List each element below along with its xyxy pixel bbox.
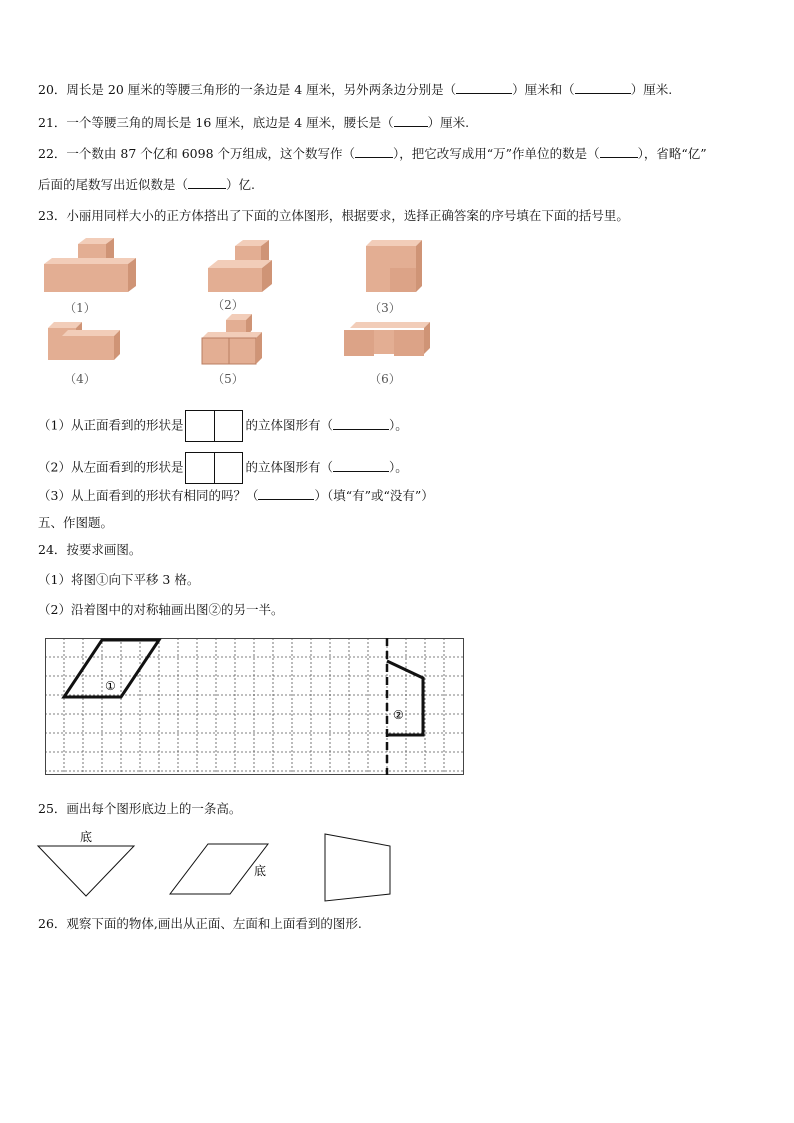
answer-blank[interactable]	[600, 146, 638, 158]
question-25: 25．画出每个图形底边上的一条高。	[38, 801, 242, 816]
two-square-view-icon	[185, 410, 243, 442]
q21-text-a: 21．一个等腰三角的周长是 16 厘米，底边是 4 厘米，腰长是（	[38, 115, 394, 130]
question-22-line-2	[38, 177, 255, 193]
shape-2-label: ②	[393, 708, 404, 722]
drawing-grid[interactable]	[45, 638, 465, 778]
triangle-shape	[38, 846, 134, 896]
q23-sub1-text-b: 的立体图形有（	[245, 417, 333, 433]
figure-caption-4: （4）	[64, 372, 96, 386]
figure-caption-3: （3）	[369, 301, 401, 315]
q23-sub2-text-c: ）。	[388, 459, 408, 475]
section-5-heading: 五、作图题。	[38, 515, 114, 530]
q23-sub-2	[38, 452, 408, 484]
q22-text-c: ），省略“亿”	[637, 146, 707, 161]
answer-blank[interactable]	[456, 82, 512, 94]
q22-text-e: ）亿.	[226, 177, 255, 192]
q20-text-a: 20．周长是 20 厘米的等腰三角形的一条边是 4 厘米，另外两条边分别是（	[38, 82, 457, 97]
cube-figure-2	[208, 240, 272, 292]
q23-sub1-text-c: ）。	[388, 417, 408, 433]
cube-figure-1	[44, 238, 136, 292]
figure-caption-5: （5）	[212, 372, 244, 386]
q20-text-c: ）厘米.	[630, 82, 673, 97]
q23-sub3-text-a: （3）从上面看到的形状有相同的吗？（	[38, 488, 259, 503]
q22-text-a: 22．一个数由 87 个亿和 6098 个万组成，这个数写作（	[38, 146, 356, 161]
q23-sub2-text-b: 的立体图形有（	[245, 459, 333, 475]
cube-figure-3	[366, 240, 422, 292]
q22-text-b: ），把它改写成用“万”作单位的数是（	[393, 146, 600, 161]
question-22-line-1	[38, 146, 707, 162]
answer-blank[interactable]	[333, 460, 389, 472]
q24-sub-2: （2）沿着图中的对称轴画出图②的另一半。	[38, 602, 284, 617]
question-21	[38, 115, 469, 131]
shape-2-half	[387, 661, 423, 735]
answer-blank[interactable]	[333, 418, 389, 430]
q23-sub2-text-a: （2）从左面看到的形状是	[38, 459, 184, 475]
figure-caption-6: （6）	[369, 372, 401, 386]
q20-text-b: ）厘米和（	[512, 82, 575, 97]
answer-blank[interactable]	[258, 488, 314, 500]
q23-sub-1	[38, 410, 408, 442]
q24-sub-1: （1）将图①向下平移 3 格。	[38, 572, 200, 587]
answer-blank[interactable]	[188, 177, 226, 189]
answer-blank[interactable]	[394, 115, 428, 127]
figure-caption-2: （2）	[212, 298, 244, 312]
question-26: 26．观察下面的物体,画出从正面、左面和上面看到的图形.	[38, 916, 362, 931]
shape-1-label: ①	[105, 679, 116, 693]
question-23	[38, 208, 629, 224]
base-label-parallelogram: 底	[254, 864, 267, 878]
q22-text-d: 后面的尾数写出近似数是（	[38, 177, 189, 192]
cube-figure-6	[344, 322, 430, 356]
two-square-view-icon	[185, 452, 243, 484]
cube-figure-5	[202, 314, 262, 364]
answer-blank[interactable]	[355, 146, 393, 158]
q23-sub1-text-a: （1）从正面看到的形状是	[38, 417, 184, 433]
question-20	[38, 82, 672, 98]
q23-text: 23．小丽用同样大小的正方体搭出了下面的立体图形，根据要求，选择正确答案的序号填在下面的括号里。	[38, 208, 629, 223]
cube-figure-4	[48, 322, 120, 360]
answer-blank[interactable]	[575, 82, 631, 94]
q25-shapes[interactable]	[36, 826, 406, 906]
figure-caption-1: （1）	[64, 301, 96, 315]
base-label-triangle: 底	[80, 830, 93, 844]
q23-sub-3	[38, 488, 434, 504]
q21-text-b: ）厘米.	[427, 115, 470, 130]
q23-sub3-text-b: ）（填“有”或“没有”）	[314, 488, 434, 503]
question-24: 24．按要求画图。	[38, 542, 142, 557]
trapezoid-shape	[325, 834, 390, 901]
